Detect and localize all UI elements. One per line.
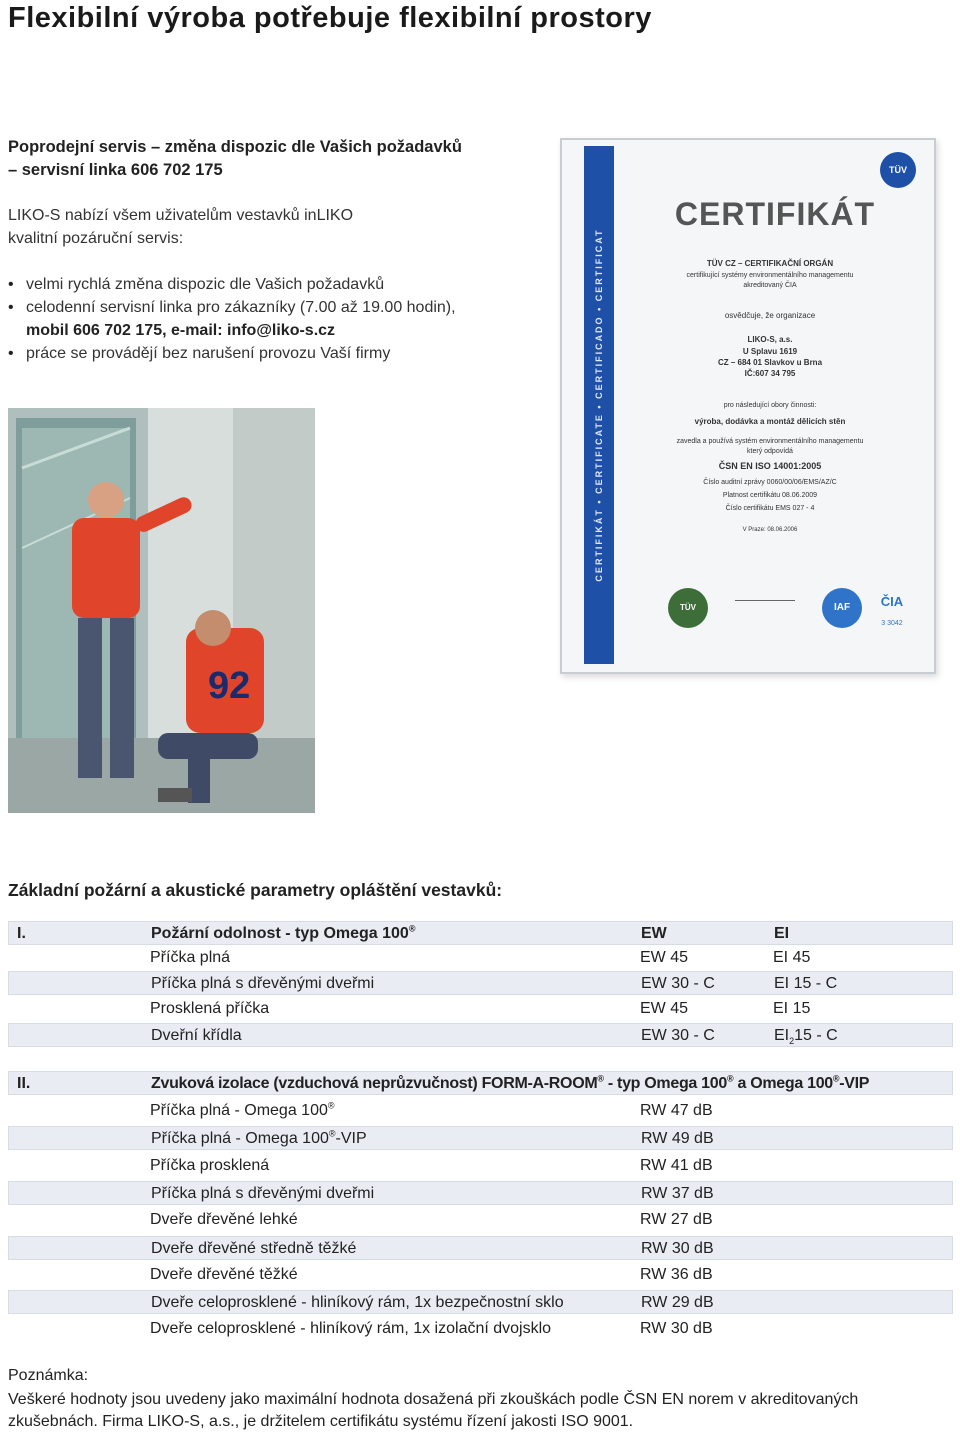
certificate-issuer-sub1: certifikující systémy environmentálního managementu xyxy=(686,272,854,279)
table-row xyxy=(8,997,953,1021)
certificate-stripe-text: CERTIFIKÁT • CERTIFICATE • CERTIFICADO • CERTIFICAT xyxy=(594,228,604,582)
row-rw: RW 29 dB xyxy=(641,1294,714,1312)
table-row xyxy=(8,1236,953,1260)
row-label: Dveře dřevěné těžké xyxy=(150,1265,298,1283)
row-label: Příčka prosklená xyxy=(150,1156,270,1174)
certificate-place-date: V Praze: 08.06.2006 xyxy=(742,527,798,533)
certificate-number: Číslo certifikátu EMS 027 - 4 xyxy=(725,505,815,512)
note-label: Poznámka: xyxy=(8,1367,89,1384)
certificate-confirms: osvědčuje, že organizace xyxy=(724,311,816,320)
cia-number: 3 3042 xyxy=(881,620,903,627)
certificate-issuer: TÜV CZ – CERTIFIKAČNÍ ORGÁN xyxy=(706,259,834,268)
certificate-valid: Platnost certifikátu 08.06.2009 xyxy=(722,492,818,499)
tuv-logo-icon: TÜV xyxy=(880,152,916,188)
row-ei: $EI_215$ - C xyxy=(774,1027,838,1047)
table-row xyxy=(8,946,953,970)
parameters-heading: Základní požární a akustické parametry opláštění vestavků: xyxy=(8,880,503,900)
certificate-org-street: U Splavu 1619 xyxy=(742,347,798,356)
certificate-scope: výroba, dodávka a montáž dělicích stěn xyxy=(694,417,846,426)
note-text xyxy=(8,1389,953,1433)
fire-section-heading: Požární odolnost - typ Omega 100® xyxy=(151,923,416,942)
row-label: Dveře dřevěné středně těžké xyxy=(151,1239,357,1257)
signature-line xyxy=(735,600,795,621)
contact-line: mobil 606 702 175, e-mail: info@liko-s.cz xyxy=(26,322,336,339)
service-heading-line1: Poprodejní servis – změna dispozic dle Vašich požadavků xyxy=(8,138,462,156)
note-line2: zkušebnách. Firma LIKO-S, a.s., je držitelem certifikátu systému řízení jakosti ISO 9001. xyxy=(8,1413,634,1430)
service-heading xyxy=(8,136,462,182)
row-label: Dveře celoprosklené - hliníkový rám, 1x bezpečnostní sklo xyxy=(151,1294,564,1312)
sound-section-heading: Zvuková izolace (vzduchová neprůzvučnost) FORM-A-ROOM® - typ Omega 100® a Omega 100®-VIP xyxy=(151,1073,870,1092)
row-ei: EI 15 - C xyxy=(774,975,838,992)
row-label: Dveřní křídla xyxy=(151,1027,242,1044)
certificate-issuer-sub2: akreditovaný ČIA xyxy=(743,282,797,289)
service-photo xyxy=(8,408,315,813)
table-row xyxy=(8,1099,953,1123)
table-row xyxy=(8,1290,953,1314)
table-row xyxy=(8,1208,953,1232)
cia-logo-icon: ČIA xyxy=(880,594,904,609)
workers-illustration xyxy=(8,408,315,813)
row-ew: EW 30 - C xyxy=(641,1027,715,1044)
list-item: • velmi rychlá změna dispozic dle Vašich požadavků xyxy=(8,273,456,296)
certificate-statement1: zavedla a používá systém environmentálního managementu xyxy=(676,438,864,445)
note-line1: Veškeré hodnoty jsou uvedeny jako maximální hodnota dosažená při zkouškách podle ČSN EN norem v akreditovaných xyxy=(8,1391,859,1408)
row-rw: RW 36 dB xyxy=(640,1265,713,1283)
row-rw: RW 47 dB xyxy=(640,1102,713,1119)
service-intro-line2: kvalitní pozáruční servis: xyxy=(8,230,184,247)
table-row xyxy=(8,1317,953,1341)
table-row xyxy=(8,1263,953,1287)
row-rw: RW 49 dB xyxy=(641,1130,714,1148)
list-item: • práce se provádějí bez narušení provozu Vaší firmy xyxy=(8,342,456,365)
tuv-seal-icon: TÜV xyxy=(668,588,708,628)
column-ei: EI xyxy=(774,925,790,942)
row-rw: RW 27 dB xyxy=(640,1211,713,1229)
table-row xyxy=(8,1126,953,1150)
row-label: Příčka plná xyxy=(150,949,231,966)
certificate-org-city: CZ – 684 01 Slavkov u Brna xyxy=(717,358,823,367)
row-label: Dveře dřevěné lehké xyxy=(150,1211,298,1229)
table-row xyxy=(8,1181,953,1205)
row-ew: EW 45 xyxy=(640,949,689,966)
service-heading-line2: – servisní linka 606 702 175 xyxy=(8,161,223,179)
row-label: Příčka plná - Omega 100®-VIP xyxy=(151,1128,367,1148)
row-label: Příčka plná - Omega 100® xyxy=(150,1100,335,1119)
row-label: Dveře celoprosklené - hliníkový rám, 1x izolační dvojsklo xyxy=(150,1320,552,1338)
page-title: Flexibilní výroba potřebuje flexibilní prostory xyxy=(8,2,652,34)
table-row xyxy=(8,1023,953,1047)
column-ew: EW xyxy=(641,925,667,942)
list-item-continuation xyxy=(8,319,456,342)
row-ei: EI 45 xyxy=(773,949,811,966)
fire-table-header xyxy=(8,921,953,945)
row-rw: RW 37 dB xyxy=(641,1184,714,1202)
certificate-org-ic: IČ:607 34 795 xyxy=(744,369,796,378)
certificate-scope-intro: pro následující obory činnosti: xyxy=(723,402,817,409)
certificate-standard: ČSN EN ISO 14001:2005 xyxy=(718,461,822,471)
service-intro-line1: LIKO-S nabízí všem uživatelům vestavků inLIKO xyxy=(8,207,354,224)
row-rw: RW 41 dB xyxy=(640,1156,713,1174)
fire-section-number: I. xyxy=(17,925,26,942)
shirt-number: 92 xyxy=(208,665,251,707)
service-bullet-list xyxy=(8,273,456,365)
row-label: Příčka plná s dřevěnými dveřmi xyxy=(151,1184,375,1202)
iaf-logo-icon: IAF xyxy=(822,588,862,628)
row-ew: EW 30 - C xyxy=(641,975,715,992)
row-rw: RW 30 dB xyxy=(640,1320,713,1338)
row-label: Příčka plná s dřevěnými dveřmi xyxy=(151,975,375,992)
row-label: Prosklená příčka xyxy=(150,1000,270,1017)
table-row xyxy=(8,1154,953,1178)
list-item: • celodenní servisní linka pro zákazníky (7.00 až 19.00 hodin), xyxy=(8,296,456,319)
row-ei: EI 15 xyxy=(773,1000,811,1017)
certificate-statement2: který odpovídá xyxy=(747,448,793,455)
sound-table-header xyxy=(8,1071,953,1095)
certificate-org-name: LIKO-S, a.s. xyxy=(747,335,793,344)
sound-section-number: II. xyxy=(17,1075,31,1092)
row-ew: EW 45 xyxy=(640,1000,689,1017)
certificate-audit-no: Číslo auditní zprávy 0060/00/06/EMS/AZ/C xyxy=(703,479,837,486)
service-intro xyxy=(8,204,353,250)
table-row xyxy=(8,971,953,995)
row-rw: RW 30 dB xyxy=(641,1239,714,1257)
certificate-title: CERTIFIKÁT xyxy=(674,196,876,232)
